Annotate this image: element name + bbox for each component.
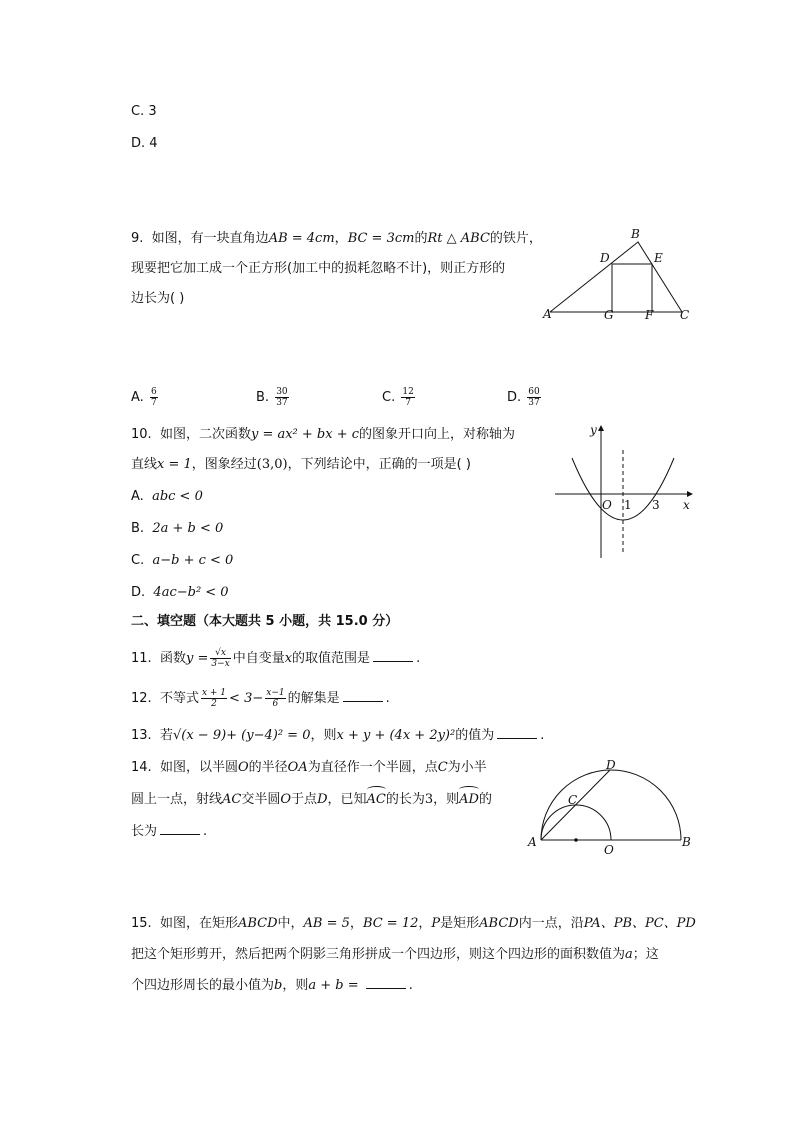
q10-option-c[interactable]: C. a−b + c < 0 (131, 553, 234, 568)
question-9: 9. 如图，有一块直角边AB = 4cm，BC = 3cm的Rt △ ABC的铁片， 现要把它加工成一个正方形(加工中的损耗忽略不计)，则正方形的 边长为( ) (131, 231, 542, 306)
fig14-label-c: C (568, 793, 578, 807)
fig10-origin-label: O (602, 498, 612, 512)
fig9-label-a: A (543, 307, 552, 321)
question-11: 11. 函数y = $\frac{√x}{3-x}$ 中自变量x的取值范围是 . (131, 648, 421, 669)
fig9-label-c: C (680, 308, 690, 322)
q10-option-a[interactable]: A. abc < 0 (131, 489, 203, 504)
fig14-label-o: O (604, 843, 614, 855)
q12-answer-blank[interactable] (343, 689, 383, 702)
fig9-label-e: E (654, 251, 663, 265)
q10-option-d[interactable]: D. 4ac−b² < 0 (131, 585, 229, 600)
fig9-label-g: G (604, 308, 614, 322)
q14-answer-blank[interactable] (160, 822, 200, 835)
fig14-label-d: D (606, 758, 616, 772)
option-d-prev: D. 4 (131, 136, 158, 151)
q10-parabola-figure (552, 420, 697, 562)
fig10-x-label: x (683, 498, 690, 512)
question-10: 10. 如图，二次函数y = ax² + bx + c的图象开口向上，对称轴为 直线x = 1，图象经过(3,0)，下列结论中，正确的一项是( ) A. abc < 0 B. 2a + b < 0 C. a−b + c < 0 D. 4ac−b² < 0 (131, 424, 541, 604)
q9-option-d[interactable]: D. $\frac{60}{37}$ (507, 387, 540, 408)
q15-answer-blank[interactable] (366, 976, 406, 989)
question-12: 12. 不等式 $\frac{x + 1}{2}$ < 3− $\frac{x-1}{6}$ 的解集是 . (131, 688, 390, 709)
q9-option-b[interactable]: B. $\frac{30}{37}$ (256, 387, 288, 408)
q11-answer-blank[interactable] (373, 649, 413, 662)
fig9-label-d: D (600, 251, 610, 265)
q9-triangle-figure (540, 226, 705, 326)
q14-semicircle-figure (524, 758, 699, 855)
question-14: 14. 如图，以半圆O的半径OA为直径作一个半圆，点C为小半 圆上一点，射线AC交半圆O于点D，已知AC的长为3，则AD的 长为 . (131, 760, 492, 839)
q9-option-c[interactable]: C. $\frac{12}{7}$ (382, 387, 414, 408)
fig9-label-b: B (631, 227, 640, 241)
fig10-tick-1: 1 (624, 498, 632, 512)
q13-answer-blank[interactable] (497, 726, 537, 739)
question-15: 15. 如图，在矩形ABCD中，AB = 5，BC = 12，P是矩形ABCD内一点，沿PA、PB、PC、PD 把这个矩形剪开，然后把两个阴影三角形拼成一个四边形，则这个四边形的面积数值为a；这 个四边形周长的最小值为b，则a + b = . (131, 916, 696, 993)
fig10-y-label: y (590, 423, 597, 437)
section-fill-in-title: 二、填空题（本大题共 5 小题，共 15.0 分） (131, 614, 399, 629)
fig10-tick-3: 3 (652, 498, 660, 512)
fig9-label-f: F (645, 308, 654, 322)
fig14-label-b: B (682, 835, 691, 849)
q9-option-a[interactable]: A. $\frac{6}{7}$ (131, 387, 157, 408)
q10-option-b[interactable]: B. 2a + b < 0 (131, 521, 224, 536)
question-13: 13. 若√(x − 9)+ (y−4)² = 0，则x + y + (4x + 2y)²的值为 . (131, 728, 545, 743)
fig14-label-a: A (528, 835, 537, 849)
option-c-prev: C. 3 (131, 104, 157, 119)
